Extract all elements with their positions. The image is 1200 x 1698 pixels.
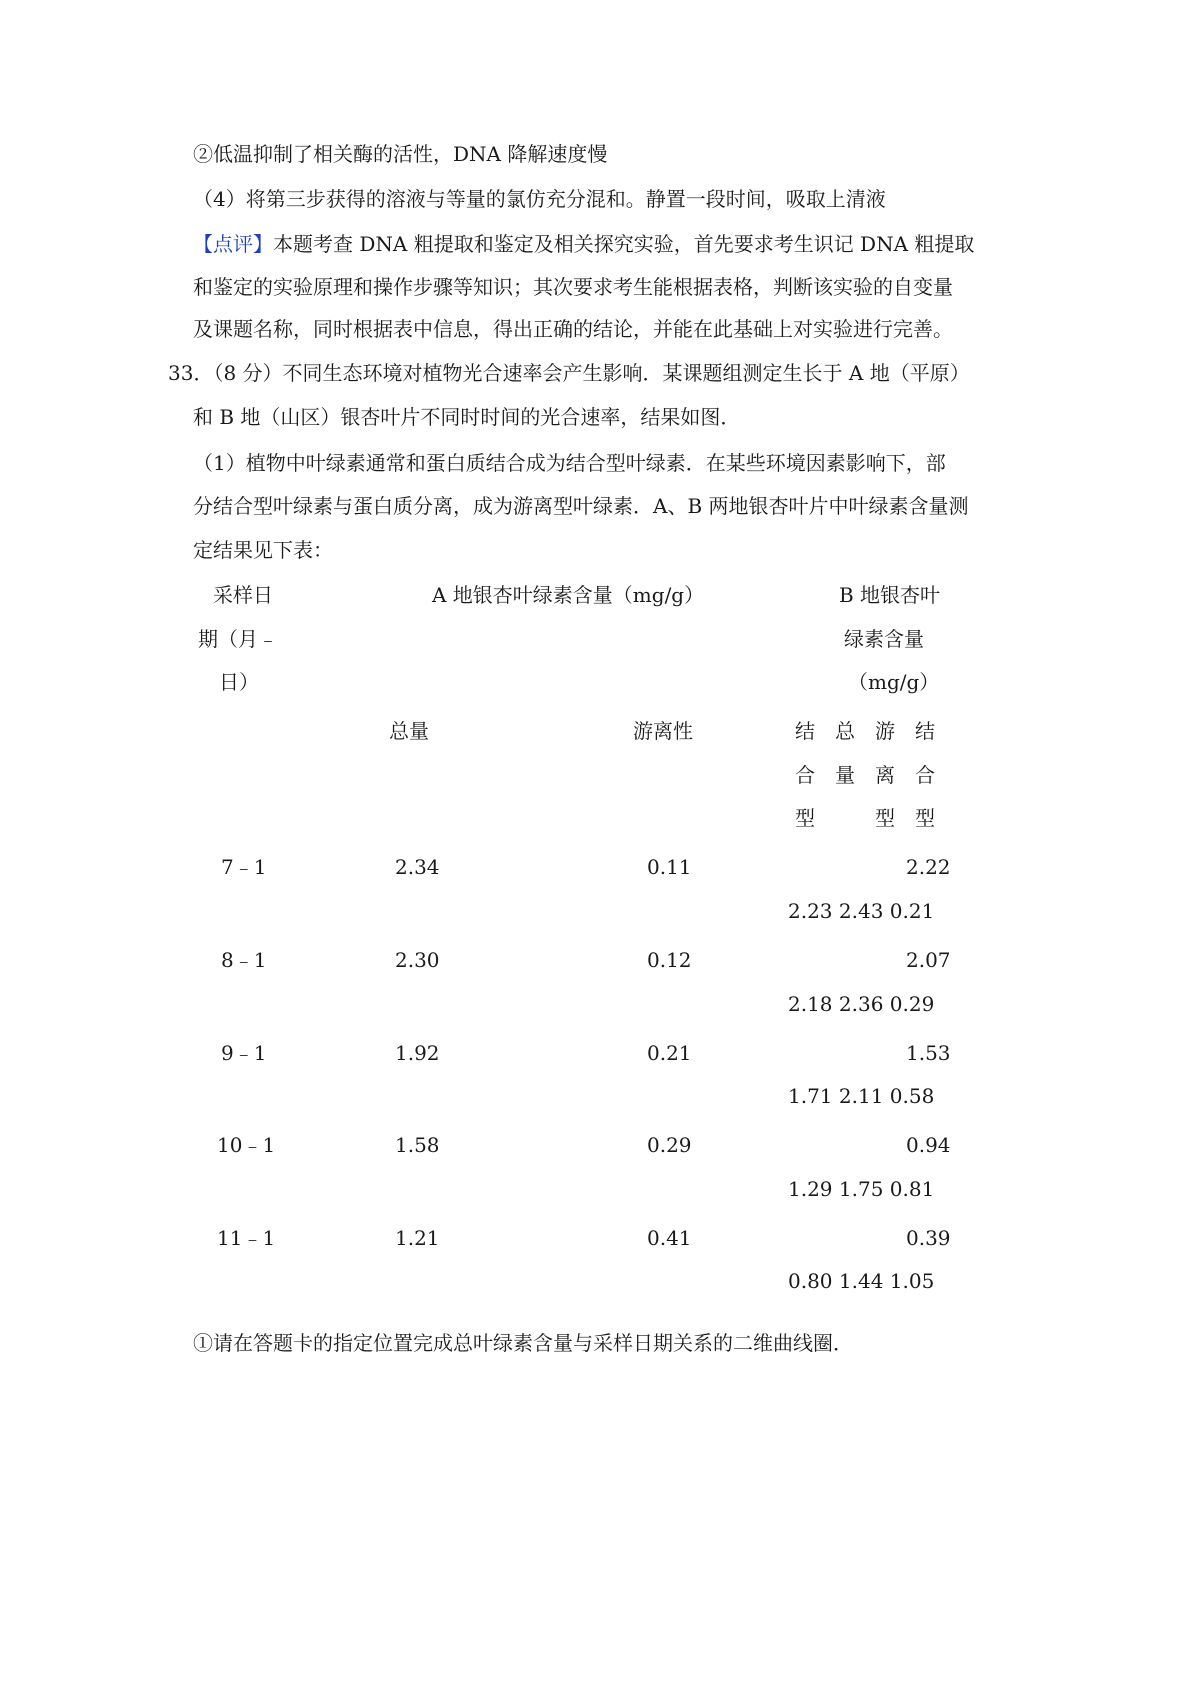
- header-date-3: 日）: [219, 670, 259, 694]
- header-date-2: 期（月﹣: [198, 627, 278, 651]
- text-line: （4）将第三步获得的溶液与等量的氯仿充分混和。静置一段时间，吸取上清液: [193, 187, 886, 211]
- row-b-values: 2.18 2.36 0.29: [788, 992, 935, 1016]
- text-line: 和鉴定的实验原理和操作步骤等知识；其次要求考生能根据表格，判断该实验的自变量: [193, 275, 953, 299]
- header-free: 游离性: [633, 719, 693, 743]
- text-line: 分结合型叶绿素与蛋白质分离，成为游离型叶绿素．A、B 两地银杏叶片中叶绿素含量测: [193, 494, 969, 518]
- header-b-2: 绿素含量: [844, 627, 924, 651]
- row-free: 0.21: [647, 1041, 692, 1065]
- row-total: 1.21: [395, 1226, 440, 1250]
- row-b-values: 2.23 2.43 0.21: [788, 899, 935, 923]
- question-heading: 33．（8 分）不同生态环境对植物光合速率会产生影响．某课题组测定生长于 A 地（平原）: [168, 361, 970, 385]
- row-total: 2.34: [395, 855, 440, 879]
- header-sub-2: 合 量 离 合: [795, 763, 935, 787]
- row-date: 8﹣1: [221, 948, 267, 972]
- commentary-tag: 【点评】: [193, 232, 273, 256]
- header-b-3: （mg/g）: [848, 670, 940, 694]
- row-date: 7﹣1: [221, 855, 267, 879]
- row-a-bound: 1.53: [906, 1041, 951, 1065]
- header-a-title: A 地银杏叶绿素含量（mg/g）: [432, 583, 705, 607]
- text-line: 定结果见下表：: [193, 538, 333, 562]
- row-date: 10﹣1: [217, 1133, 276, 1157]
- row-a-bound: 0.94: [906, 1133, 951, 1157]
- text-line: 和 B 地（山区）银杏叶片不同时时间的光合速率，结果如图．: [193, 405, 741, 429]
- row-b-values: 1.29 1.75 0.81: [788, 1177, 935, 1201]
- row-free: 0.11: [647, 855, 692, 879]
- commentary-line: [193, 230, 974, 258]
- header-b-1: B 地银杏叶: [839, 583, 941, 607]
- row-a-bound: 2.22: [906, 855, 951, 879]
- text-line: （1）植物中叶绿素通常和蛋白质结合成为结合型叶绿素．在某些环境因素影响下，部: [193, 451, 946, 475]
- header-sub-3: 型 型 型: [795, 806, 935, 830]
- text-line: 及课题名称，同时根据表中信息，得出正确的结论，并能在此基础上对实验进行完善。: [193, 317, 953, 341]
- row-a-bound: 2.07: [906, 948, 951, 972]
- header-total: 总量: [389, 719, 429, 743]
- text-line: ①请在答题卡的指定位置完成总叶绿素含量与采样日期关系的二维曲线圈．: [193, 1331, 853, 1355]
- row-total: 1.92: [395, 1041, 440, 1065]
- row-total: 2.30: [395, 948, 440, 972]
- row-free: 0.12: [647, 948, 692, 972]
- row-free: 0.41: [647, 1226, 692, 1250]
- row-date: 11﹣1: [217, 1226, 276, 1250]
- row-total: 1.58: [395, 1133, 440, 1157]
- row-date: 9﹣1: [221, 1041, 267, 1065]
- row-a-bound: 0.39: [906, 1226, 951, 1250]
- commentary-text: 本题考查 DNA 粗提取和鉴定及相关探究实验，首先要求考生识记 DNA 粗提取: [273, 232, 975, 256]
- row-free: 0.29: [647, 1133, 692, 1157]
- row-b-values: 1.71 2.11 0.58: [788, 1084, 935, 1108]
- row-b-values: 0.80 1.44 1.05: [788, 1269, 935, 1293]
- text-line: ②低温抑制了相关酶的活性，DNA 降解速度慢: [193, 142, 608, 166]
- header-sub-1: 结 总 游 结: [795, 719, 935, 743]
- header-date-1: 采样日: [213, 583, 273, 607]
